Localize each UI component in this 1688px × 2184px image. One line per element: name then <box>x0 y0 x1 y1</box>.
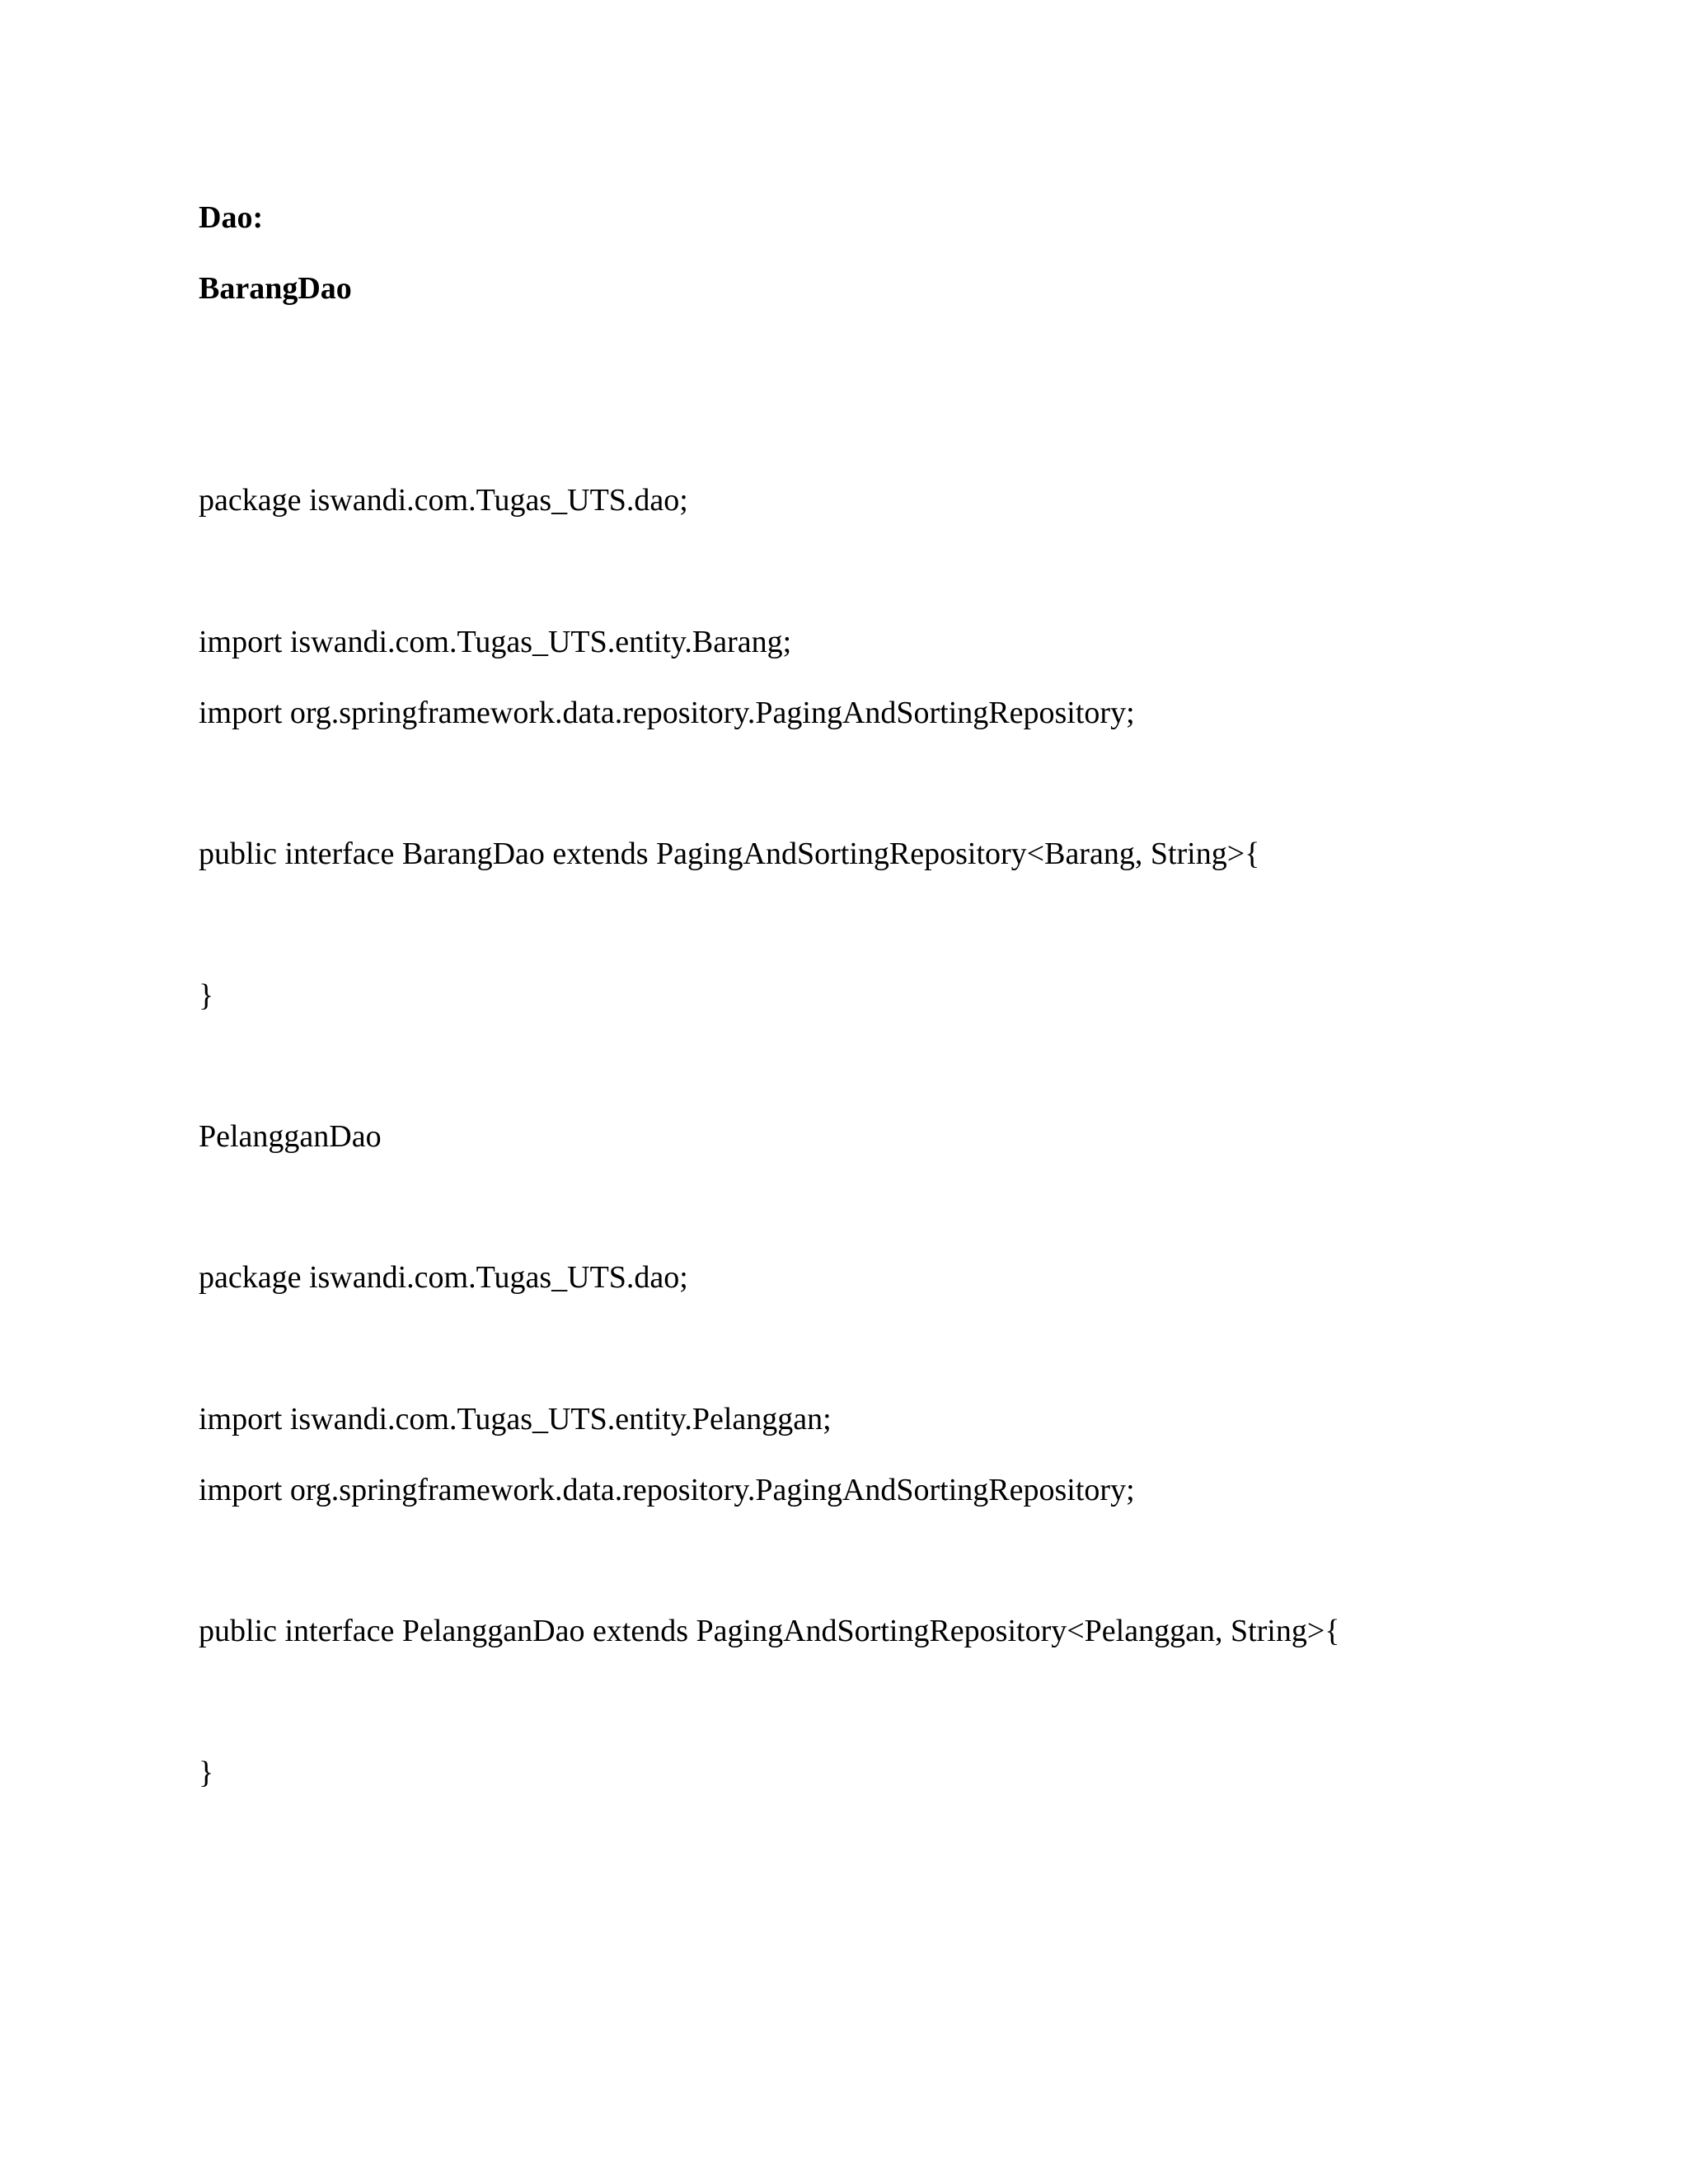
pelanggan-package-line: package iswandi.com.Tugas_UTS.dao; <box>199 1260 688 1295</box>
section-heading: Dao: <box>199 200 264 235</box>
pelanggan-interface-line: public interface PelangganDao extends PagingAndSortingRepository<Pelanggan, String>{ <box>199 1614 1340 1648</box>
pelanggan-import-entity-line: import iswandi.com.Tugas_UTS.entity.Pelanggan; <box>199 1402 832 1436</box>
barang-interface-line: public interface BarangDao extends PagingAndSortingRepository<Barang, String>{ <box>199 837 1260 871</box>
pelanggan-dao-title: PelangganDao <box>199 1119 382 1154</box>
barang-import-repo-line: import org.springframework.data.repository.PagingAndSortingRepository; <box>199 696 1135 730</box>
barang-package-line: package iswandi.com.Tugas_UTS.dao; <box>199 483 688 518</box>
pelanggan-closing-brace: } <box>199 1755 214 1790</box>
pelanggan-import-repo-line: import org.springframework.data.repository.PagingAndSortingRepository; <box>199 1473 1135 1507</box>
barang-import-entity-line: import iswandi.com.Tugas_UTS.entity.Barang; <box>199 625 792 659</box>
barang-closing-brace: } <box>199 978 214 1013</box>
barang-dao-title: BarangDao <box>199 271 352 306</box>
